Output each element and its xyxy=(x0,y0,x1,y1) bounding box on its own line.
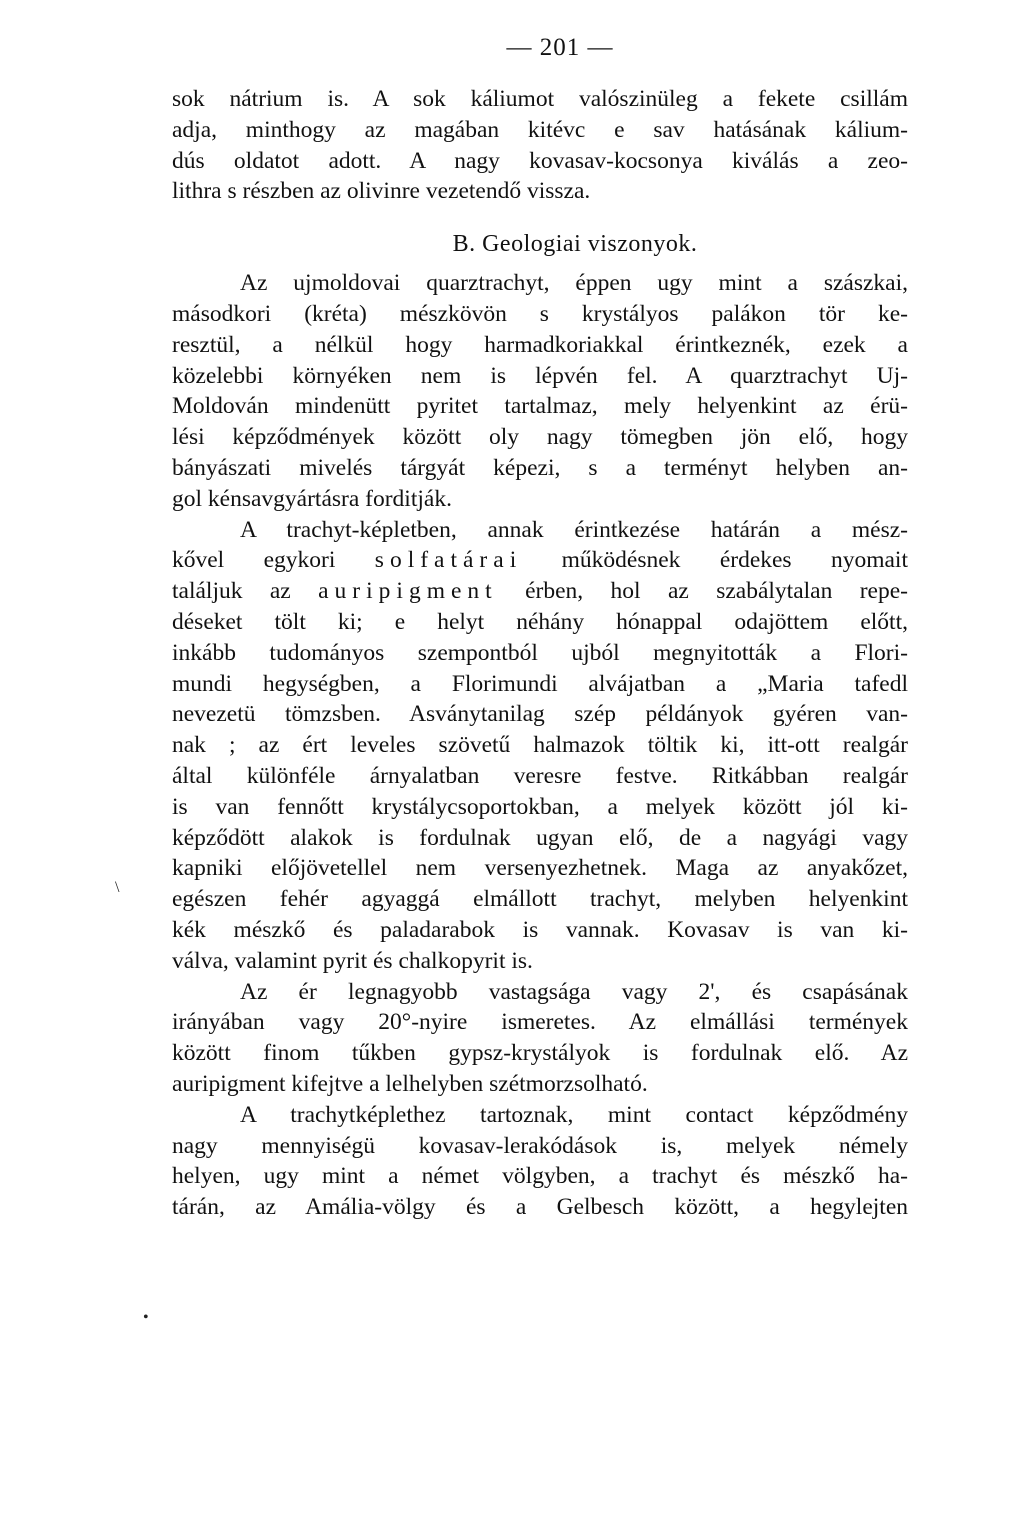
text-line: kék mészkő és paladarabok is vannak. Kovasav is van ki- xyxy=(172,916,908,943)
text-line: gol kénsavgyártásra forditják. xyxy=(172,485,452,512)
text-line: lithra s részben az olivinre vezetendő vissza. xyxy=(172,178,591,205)
text-line xyxy=(172,576,908,607)
text-line: válva, valamint pyrit és chalkopyrit is. xyxy=(172,947,533,974)
text-line: tárán, az Amália-völgy és a Gelbesch között, a hegylejten xyxy=(172,1194,908,1221)
text-line: déseket tölt ki; e helyt néhány hónappal odajöttem előtt, xyxy=(172,608,908,635)
text-line: Az ér legnagyobb vastagsága vagy 2', és csapásának xyxy=(240,978,908,1005)
text-line: képződött alakok is fordulnak ugyan elő, de a nagyági vagy xyxy=(172,824,908,851)
text-line: bányászati mivelés tárgyát képezi, s a terményt helyben an- xyxy=(172,454,908,481)
text-line: inkább tudományos szempontból ujból megnyitották a Flori- xyxy=(172,639,908,666)
text-line: Az ujmoldovai quarztrachyt, éppen ugy mint a szászkai, xyxy=(240,270,908,297)
text-line: között finom tűkben gypsz-krystályok is fordulnak elő. Az xyxy=(172,1040,908,1067)
text-line xyxy=(172,545,908,576)
text-line: nevezetü tömzsben. Asványtanilag szép példányok gyéren van- xyxy=(172,701,908,728)
text-segment: kővel egykori xyxy=(172,547,375,574)
margin-mark: • xyxy=(143,1309,149,1326)
book-page xyxy=(172,28,908,1223)
text-segment: érben, hol az szabálytalan repe- xyxy=(497,578,908,605)
text-line: helyen, ugy mint a német völgyben, a trachyt és mészkő ha- xyxy=(172,1163,908,1190)
text-segment: működésnek érdekes nyomait xyxy=(522,547,908,574)
page-number: — 201 — xyxy=(506,34,614,61)
paragraph-er-vastagsaga xyxy=(172,977,908,1100)
text-line: sok nátrium is. A sok káliumot valószinüleg a fekete csillám xyxy=(172,86,908,112)
paragraph-continuation xyxy=(172,84,908,207)
text-line: nagy mennyiségü kovasav-lerakódások is, melyek némely xyxy=(172,1132,908,1159)
text-line: resztül, a nélkül hogy harmadkoriakkal érintkeznék, ezek a xyxy=(172,331,908,358)
text-line: irányában vagy 20°-nyire ismeretes. Az elmállási termények xyxy=(172,1009,908,1036)
text-line: lési képződmények között oly nagy tömegben jön elő, hogy xyxy=(172,424,908,451)
section-heading: B. Geologiai viszonyok. xyxy=(452,231,698,258)
text-line: A trachytképlethez tartoznak, mint contact képződmény xyxy=(240,1101,908,1128)
text-line: kapniki előjövetellel nem versenyezhetnek. Maga az anyakőzet, xyxy=(172,855,908,882)
text-line: közelebbi környéken nem is lépvén fel. A quarztrachyt Uj- xyxy=(172,362,908,389)
text-line: adja, minthogy az magában kitévc e sav hatásának kálium- xyxy=(172,116,908,143)
paragraph-quarztrachyt xyxy=(172,268,908,514)
margin-mark: \ xyxy=(115,879,120,896)
text-line: dús oldatot adott. A nagy kovasav-kocsonya kiválás a zeo- xyxy=(172,147,908,174)
text-line: mundi hegységben, a Florimundi alvájatban a „Maria tafedl xyxy=(172,670,908,697)
text-segment: találjuk az xyxy=(172,578,319,605)
text-line: Moldován mindenütt pyritet tartalmaz, mely helyenkint az érü- xyxy=(172,393,908,420)
text-line: A trachyt-képletben, annak érintkezése határán a mész- xyxy=(240,516,908,543)
paragraph-trachyt-kepletben xyxy=(172,515,908,977)
text-line: nak ; az ért leveles szövetű halmazok töltik ki, itt-ott realgár xyxy=(172,732,908,759)
text-line: is van fennőtt krystálycsoportokban, a melyek között jól ki- xyxy=(172,793,908,820)
text-line: által különféle árnyalatban veresre festve. Ritkábban realgár xyxy=(172,762,908,789)
emphasized-term: solfatárai xyxy=(374,547,523,574)
text-line: másodkori (kréta) mészkövön s krystályos palákon tör ke- xyxy=(172,300,908,327)
text-line: auripigment kifejtve a lelhelyben szétmorzsolható. xyxy=(172,1070,648,1097)
emphasized-term: auripigment xyxy=(318,578,498,605)
paragraph-trachytkeplethez xyxy=(172,1100,908,1223)
text-line: egészen fehér agyaggá elmállott trachyt, melyben helyenkint xyxy=(172,886,908,913)
